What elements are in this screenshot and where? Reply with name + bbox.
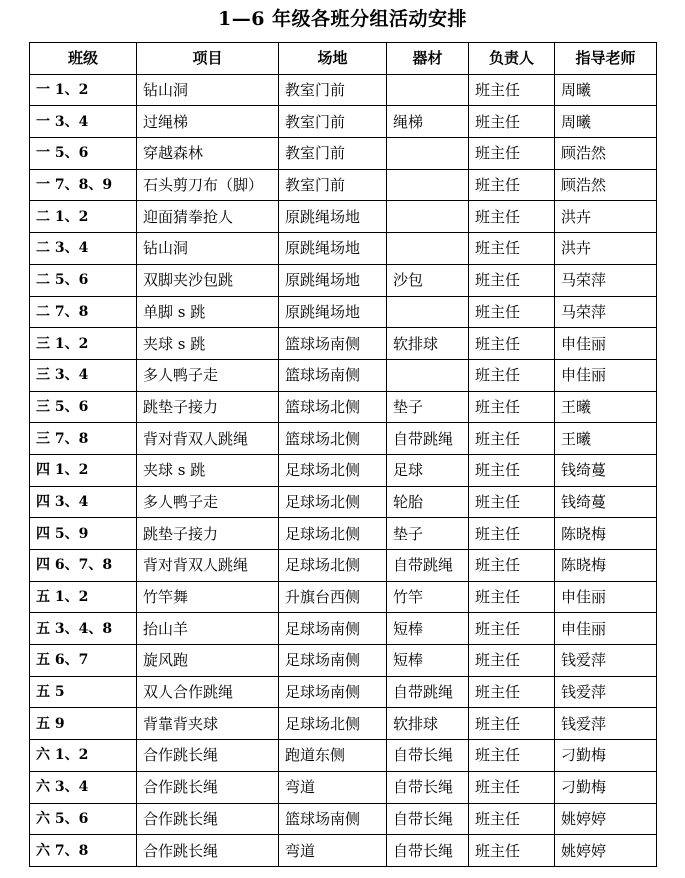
table-body [30,74,657,866]
header-equipment: 器材 [387,43,469,75]
header-activity: 项目 [137,43,279,75]
cell-teacher: 钱绮蔓 [555,486,657,518]
cell-person-in-charge: 班主任 [469,835,555,867]
cell-venue: 篮球场北侧 [279,423,387,455]
cell-venue: 升旗台西侧 [279,581,387,613]
cell-activity: 背对背双人跳绳 [137,550,279,582]
cell-venue: 教室门前 [279,106,387,138]
table-row [30,550,657,582]
cell-teacher: 申佳丽 [555,581,657,613]
cell-class: 一 3、4 [30,106,137,138]
table-row [30,296,657,328]
cell-person-in-charge: 班主任 [469,486,555,518]
table-row [30,423,657,455]
cell-activity: 石头剪刀布（脚） [137,169,279,201]
cell-equipment [387,296,469,328]
cell-class: 六 1、2 [30,740,137,772]
cell-equipment: 软排球 [387,708,469,740]
cell-venue: 足球场北侧 [279,454,387,486]
cell-class: 四 6、7、8 [30,550,137,582]
cell-person-in-charge: 班主任 [469,169,555,201]
cell-venue: 篮球场南侧 [279,359,387,391]
cell-activity: 跳垫子接力 [137,518,279,550]
page-title: 1—6 年级各班分组活动安排 [217,8,468,30]
cell-teacher: 洪卉 [555,201,657,233]
cell-person-in-charge: 班主任 [469,676,555,708]
cell-teacher: 钱爱萍 [555,708,657,740]
cell-venue: 篮球场北侧 [279,391,387,423]
cell-equipment [387,169,469,201]
cell-class: 二 3、4 [30,233,137,265]
cell-class: 三 3、4 [30,359,137,391]
cell-person-in-charge: 班主任 [469,708,555,740]
cell-class: 二 1、2 [30,201,137,233]
cell-teacher: 周曦 [555,74,657,106]
cell-person-in-charge: 班主任 [469,771,555,803]
table-row [30,233,657,265]
cell-activity: 合作跳长绳 [137,835,279,867]
cell-class: 二 7、8 [30,296,137,328]
table-row [30,201,657,233]
cell-venue: 篮球场南侧 [279,328,387,360]
cell-person-in-charge: 班主任 [469,138,555,170]
cell-equipment: 自带长绳 [387,740,469,772]
cell-equipment: 自带跳绳 [387,676,469,708]
cell-activity: 多人鸭子走 [137,486,279,518]
cell-activity: 多人鸭子走 [137,359,279,391]
table-row [30,74,657,106]
cell-person-in-charge: 班主任 [469,233,555,265]
cell-class: 四 3、4 [30,486,137,518]
header-person-in-charge: 负责人 [469,43,555,75]
cell-activity: 钻山洞 [137,233,279,265]
cell-person-in-charge: 班主任 [469,359,555,391]
cell-activity: 单脚 s 跳 [137,296,279,328]
cell-person-in-charge: 班主任 [469,201,555,233]
cell-person-in-charge: 班主任 [469,264,555,296]
cell-class: 三 1、2 [30,328,137,360]
table-row [30,645,657,677]
cell-venue: 足球场北侧 [279,550,387,582]
table-row [30,771,657,803]
cell-person-in-charge: 班主任 [469,391,555,423]
cell-teacher: 姚婷婷 [555,835,657,867]
cell-equipment: 自带长绳 [387,771,469,803]
cell-person-in-charge: 班主任 [469,423,555,455]
cell-teacher: 申佳丽 [555,328,657,360]
cell-class: 六 5、6 [30,803,137,835]
cell-equipment: 自带跳绳 [387,550,469,582]
cell-activity: 过绳梯 [137,106,279,138]
header-class: 班级 [30,43,137,75]
cell-teacher: 陈晓梅 [555,518,657,550]
cell-equipment [387,359,469,391]
cell-activity: 旋风跑 [137,645,279,677]
cell-teacher: 马荣萍 [555,296,657,328]
table-row [30,613,657,645]
cell-class: 五 3、4、8 [30,613,137,645]
cell-equipment: 短棒 [387,645,469,677]
table-row [30,803,657,835]
cell-teacher: 王曦 [555,391,657,423]
cell-venue: 足球场南侧 [279,676,387,708]
cell-venue: 跑道东侧 [279,740,387,772]
cell-teacher: 钱绮蔓 [555,454,657,486]
cell-person-in-charge: 班主任 [469,740,555,772]
cell-equipment: 自带长绳 [387,803,469,835]
cell-class: 一 1、2 [30,74,137,106]
table-row [30,106,657,138]
cell-venue: 教室门前 [279,138,387,170]
table-row [30,264,657,296]
cell-activity: 合作跳长绳 [137,771,279,803]
cell-venue: 足球场北侧 [279,708,387,740]
cell-equipment: 短棒 [387,613,469,645]
cell-equipment [387,74,469,106]
cell-equipment: 轮胎 [387,486,469,518]
table-row [30,518,657,550]
cell-teacher: 刁勤梅 [555,740,657,772]
cell-person-in-charge: 班主任 [469,518,555,550]
cell-teacher: 洪卉 [555,233,657,265]
cell-person-in-charge: 班主任 [469,803,555,835]
cell-class: 五 5 [30,676,137,708]
table-row [30,391,657,423]
cell-venue: 篮球场南侧 [279,803,387,835]
cell-venue: 原跳绳场地 [279,296,387,328]
cell-venue: 足球场北侧 [279,486,387,518]
schedule-table [29,42,657,867]
cell-activity: 抬山羊 [137,613,279,645]
cell-class: 六 3、4 [30,771,137,803]
cell-equipment [387,233,469,265]
cell-teacher: 申佳丽 [555,359,657,391]
cell-class: 五 6、7 [30,645,137,677]
table-row [30,740,657,772]
cell-person-in-charge: 班主任 [469,613,555,645]
table-row [30,708,657,740]
cell-equipment: 垫子 [387,518,469,550]
cell-teacher: 钱爱萍 [555,645,657,677]
cell-venue: 原跳绳场地 [279,233,387,265]
cell-teacher: 陈晓梅 [555,550,657,582]
cell-person-in-charge: 班主任 [469,74,555,106]
cell-class: 五 9 [30,708,137,740]
cell-class: 五 1、2 [30,581,137,613]
cell-venue: 教室门前 [279,74,387,106]
cell-venue: 弯道 [279,771,387,803]
cell-activity: 合作跳长绳 [137,803,279,835]
table-row [30,835,657,867]
cell-class: 二 5、6 [30,264,137,296]
cell-activity: 双人合作跳绳 [137,676,279,708]
cell-class: 四 1、2 [30,454,137,486]
table-row [30,676,657,708]
cell-person-in-charge: 班主任 [469,106,555,138]
cell-person-in-charge: 班主任 [469,454,555,486]
cell-equipment: 绳梯 [387,106,469,138]
cell-activity: 夹球 s 跳 [137,454,279,486]
cell-equipment: 竹竿 [387,581,469,613]
cell-class: 一 7、8、9 [30,169,137,201]
cell-class: 六 7、8 [30,835,137,867]
header-venue: 场地 [279,43,387,75]
cell-teacher: 顾浩然 [555,138,657,170]
cell-class: 四 5、9 [30,518,137,550]
cell-teacher: 周曦 [555,106,657,138]
cell-teacher: 马荣萍 [555,264,657,296]
header-teacher: 指导老师 [555,43,657,75]
cell-class: 三 5、6 [30,391,137,423]
cell-activity: 竹竿舞 [137,581,279,613]
cell-venue: 原跳绳场地 [279,264,387,296]
cell-equipment: 足球 [387,454,469,486]
cell-equipment: 自带长绳 [387,835,469,867]
cell-activity: 钻山洞 [137,74,279,106]
table-row [30,138,657,170]
table-row [30,454,657,486]
cell-teacher: 钱爱萍 [555,676,657,708]
cell-activity: 迎面猜拳抢人 [137,201,279,233]
cell-activity: 跳垫子接力 [137,391,279,423]
cell-person-in-charge: 班主任 [469,296,555,328]
cell-person-in-charge: 班主任 [469,645,555,677]
table-header-row [30,43,657,75]
cell-equipment: 垫子 [387,391,469,423]
cell-venue: 足球场北侧 [279,518,387,550]
cell-venue: 教室门前 [279,169,387,201]
table-row [30,328,657,360]
cell-teacher: 王曦 [555,423,657,455]
cell-equipment [387,138,469,170]
cell-equipment: 自带跳绳 [387,423,469,455]
table-row [30,169,657,201]
cell-activity: 背对背双人跳绳 [137,423,279,455]
cell-venue: 足球场南侧 [279,613,387,645]
cell-activity: 合作跳长绳 [137,740,279,772]
cell-person-in-charge: 班主任 [469,581,555,613]
cell-class: 三 7、8 [30,423,137,455]
cell-venue: 原跳绳场地 [279,201,387,233]
cell-equipment [387,201,469,233]
table-row [30,359,657,391]
cell-activity: 双脚夹沙包跳 [137,264,279,296]
cell-equipment: 软排球 [387,328,469,360]
cell-teacher: 申佳丽 [555,613,657,645]
cell-teacher: 顾浩然 [555,169,657,201]
table-row [30,486,657,518]
cell-activity: 穿越森林 [137,138,279,170]
cell-person-in-charge: 班主任 [469,550,555,582]
cell-teacher: 姚婷婷 [555,803,657,835]
cell-class: 一 5、6 [30,138,137,170]
table-row [30,581,657,613]
cell-venue: 弯道 [279,835,387,867]
cell-activity: 背靠背夹球 [137,708,279,740]
cell-teacher: 刁勤梅 [555,771,657,803]
cell-activity: 夹球 s 跳 [137,328,279,360]
cell-venue: 足球场南侧 [279,645,387,677]
cell-person-in-charge: 班主任 [469,328,555,360]
cell-equipment: 沙包 [387,264,469,296]
